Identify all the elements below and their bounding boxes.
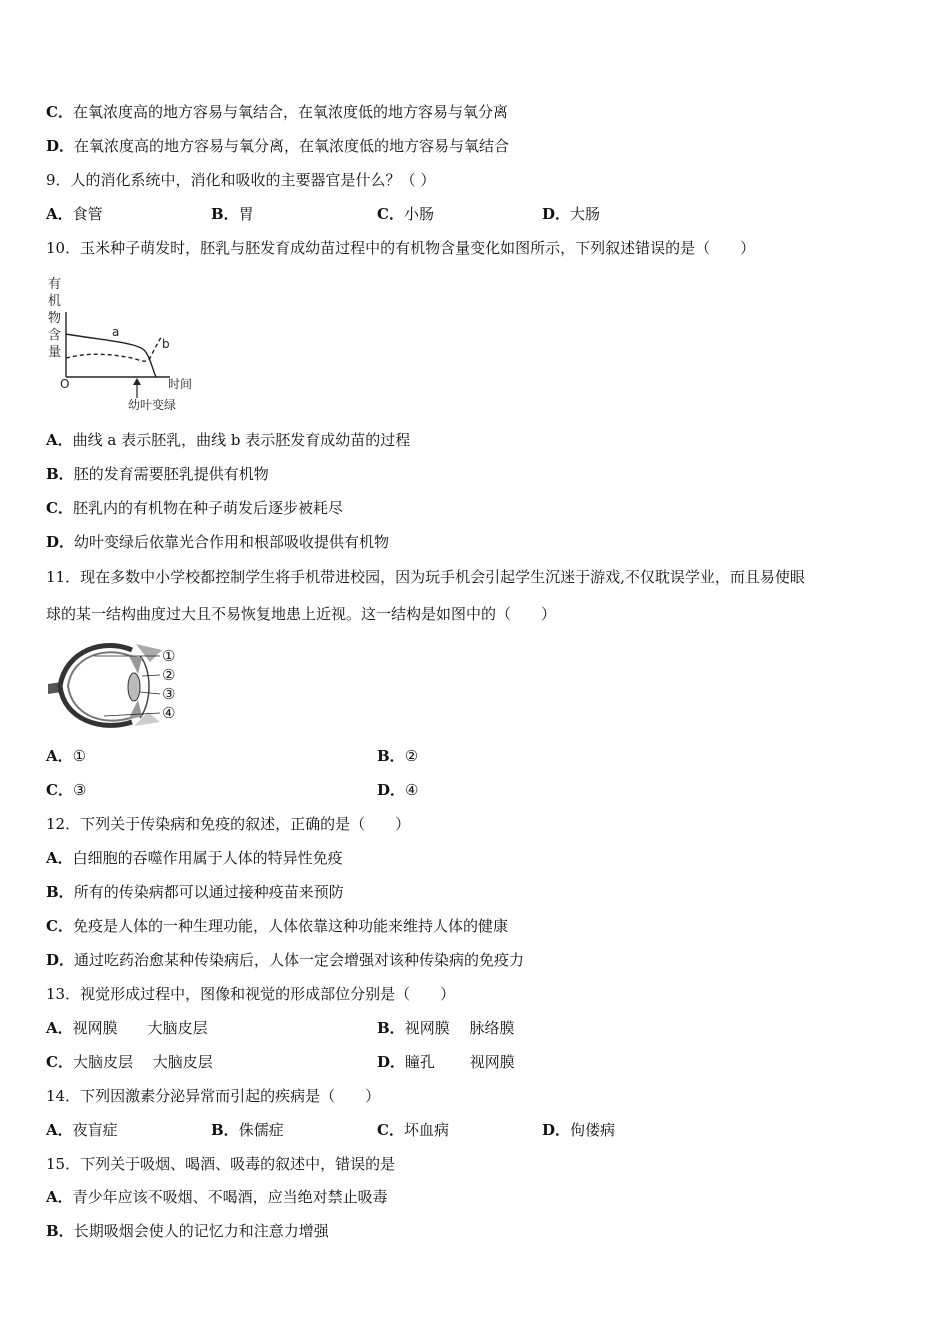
q10-ylabel-char: 量 xyxy=(48,345,62,360)
q10-option-c: C．胚乳内的有机物在种子萌发后逐步被耗尽 xyxy=(46,499,343,517)
q11-option-a: A．① xyxy=(46,747,87,765)
q10-option-a: A．曲线 a 表示胚乳，曲线 b 表示胚发育成幼苗的过程 xyxy=(46,431,411,449)
q10-ylabel-char: 机 xyxy=(48,294,62,309)
q12-option-a: A．白细胞的吞噬作用属于人体的特异性免疫 xyxy=(46,849,343,867)
q10-chart-origin: O xyxy=(60,377,70,391)
q11-fig-label-2: ② xyxy=(162,666,176,684)
q10-ylabel-char: 含 xyxy=(48,328,62,343)
q14-option-b: B．侏儒症 xyxy=(211,1121,284,1139)
q13-option-d: D．瞳孔 视网膜 xyxy=(377,1053,515,1071)
q10-curve-b-label: b xyxy=(162,337,170,351)
lens xyxy=(128,673,140,701)
q11-fig-label-3: ③ xyxy=(162,685,176,703)
q12-option-d: D．通过吃药治愈某种传染病后，人体一定会增强对该种传染病的免疫力 xyxy=(46,951,525,969)
cornea xyxy=(140,656,149,718)
q15-option-b: B．长期吸烟会使人的记忆力和注意力增强 xyxy=(46,1222,329,1240)
q13-option-c: C．大脑皮层 大脑皮层 xyxy=(46,1053,213,1071)
q10-ylabel-char: 有 xyxy=(48,277,62,292)
q11-fig-label-4: ④ xyxy=(162,704,176,722)
q11-stem-line1: 11．现在多数中小学校都控制学生将手机带进校园，因为玩手机会引起学生沉迷于游戏,不仅耽误学业，而且易使眼 xyxy=(46,568,805,586)
q10-chart-xlabel: 时间 xyxy=(168,377,193,391)
q13-stem: 13．视觉形成过程中，图像和视觉的形成部位分别是（ ） xyxy=(46,985,456,1003)
q12-option-b: B．所有的传染病都可以通过接种疫苗来预防 xyxy=(46,883,344,901)
q14-option-c: C．坏血病 xyxy=(377,1121,449,1139)
sclera xyxy=(60,646,132,726)
q10-option-d: D．幼叶变绿后依靠光合作用和根部吸收提供有机物 xyxy=(46,533,390,551)
q11-eyeball-diagram xyxy=(44,640,184,735)
q14-option-d: D．佝偻病 xyxy=(542,1121,616,1139)
q8-option-c: C．在氧浓度高的地方容易与氧结合，在氧浓度低的地方容易与氧分离 xyxy=(46,103,508,121)
q9-option-a: A．食管 xyxy=(46,205,103,223)
q9-option-b: B．胃 xyxy=(211,205,254,223)
q11-option-c: C．③ xyxy=(46,781,87,799)
q9-option-c: C．小肠 xyxy=(377,205,434,223)
q11-stem-line2: 球的某一结构曲度过大且不易恢复地患上近视。这一结构是如图中的（ ） xyxy=(46,605,557,623)
q10-curve-a-label: a xyxy=(112,325,120,339)
q11-fig-label-1: ① xyxy=(162,647,176,665)
q12-option-c: C．免疫是人体的一种生理功能，人体依靠这种功能来维持人体的健康 xyxy=(46,917,508,935)
q10-organic-matter-chart xyxy=(40,270,205,415)
q9-option-d: D．大肠 xyxy=(542,205,601,223)
q10-stem: 10．玉米种子萌发时，胚乳与胚发育成幼苗过程中的有机物含量变化如图所示，下列叙述错误的是（ ） xyxy=(46,239,756,257)
q14-option-a: A．夜盲症 xyxy=(46,1121,118,1139)
q10-marker-label: 幼叶变绿 xyxy=(128,398,177,412)
q10-option-b: B．胚的发育需要胚乳提供有机物 xyxy=(46,465,269,483)
q10-curve-b xyxy=(66,336,162,361)
q15-option-a: A．青少年应该不吸烟、不喝酒，应当绝对禁止吸毒 xyxy=(46,1188,388,1206)
q11-option-d: D．④ xyxy=(377,781,419,799)
q15-stem: 15．下列关于吸烟、喝酒、吸毒的叙述中，错误的是 xyxy=(46,1155,396,1173)
q13-option-b: B．视网膜 脉络膜 xyxy=(377,1019,515,1037)
q8-option-d: D．在氧浓度高的地方容易与氧分离，在氧浓度低的地方容易与氧结合 xyxy=(46,137,510,155)
svg-text:有机物含量 xyxy=(48,277,61,360)
retina xyxy=(68,652,130,720)
q14-stem: 14．下列因激素分泌异常而引起的疾病是（ ） xyxy=(46,1087,381,1105)
q9-stem: 9．人的消化系统中，消化和吸收的主要器官是什么？（ ） xyxy=(46,171,436,189)
q13-option-a: A．视网膜 大脑皮层 xyxy=(46,1019,208,1037)
q10-marker-arrowhead xyxy=(133,378,141,385)
q12-stem: 12．下列关于传染病和免疫的叙述，正确的是（ ） xyxy=(46,815,411,833)
q10-ylabel-char: 物 xyxy=(48,311,62,326)
q11-option-b: B．② xyxy=(377,747,419,765)
q10-chart-ylabel xyxy=(48,277,61,360)
